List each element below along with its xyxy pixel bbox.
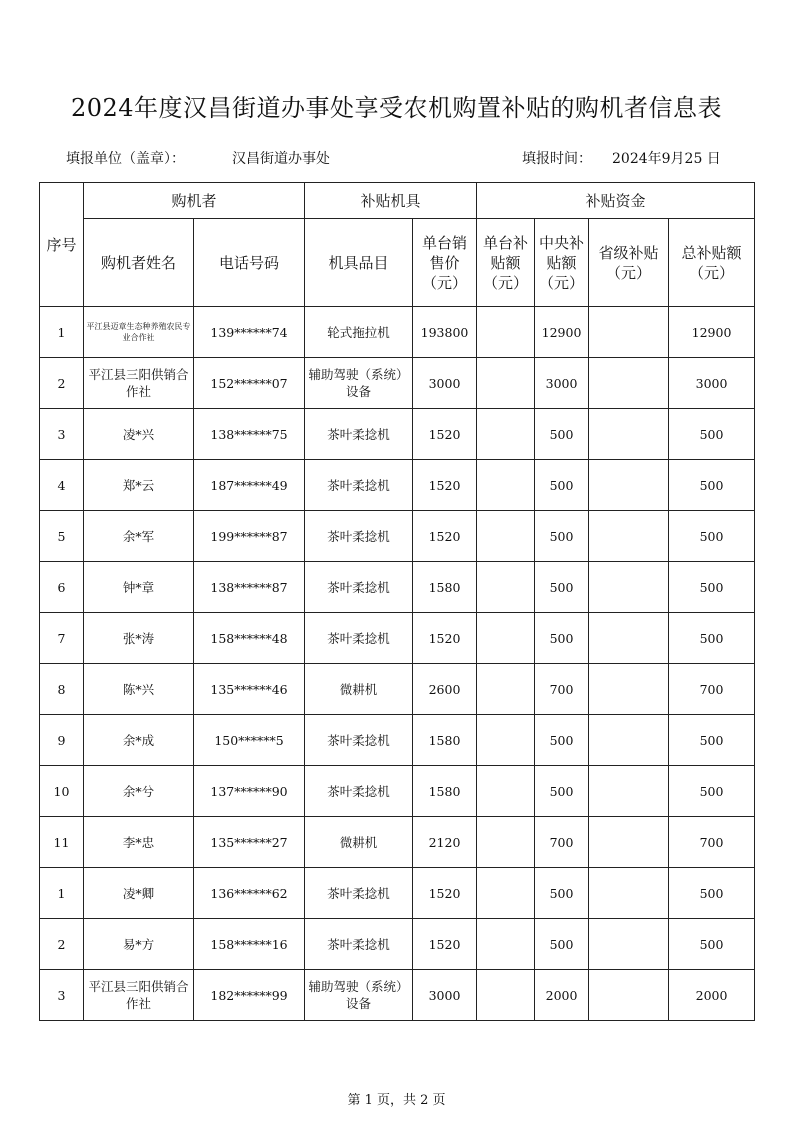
cell-item: 茶叶柔捻机 <box>305 409 413 460</box>
cell-total-subsidy: 12900 <box>669 307 755 358</box>
cell-item: 辅助驾驶（系统）设备 <box>305 970 413 1021</box>
table-row <box>40 868 755 919</box>
cell-item: 茶叶柔捻机 <box>305 715 413 766</box>
cell-unit-price: 3000 <box>413 358 477 409</box>
cell-central-subsidy: 500 <box>535 766 589 817</box>
cell-unit-subsidy <box>477 664 535 715</box>
cell-total-subsidy: 3000 <box>669 358 755 409</box>
cell-central-subsidy: 500 <box>535 460 589 511</box>
cell-provincial-subsidy <box>589 409 669 460</box>
cell-buyer-name: 凌*卿 <box>84 868 194 919</box>
cell-seq: 1 <box>40 307 84 358</box>
cell-phone: 199******87 <box>194 511 305 562</box>
cell-unit-subsidy <box>477 919 535 970</box>
header-item: 机具品目 <box>305 219 413 307</box>
reporting-unit-value: 汉昌街道办事处 <box>232 151 330 167</box>
cell-phone: 135******27 <box>194 817 305 868</box>
cell-phone: 152******07 <box>194 358 305 409</box>
cell-seq: 8 <box>40 664 84 715</box>
reporting-unit-label: 填报单位（盖章）： <box>66 151 185 167</box>
table-row <box>40 970 755 1021</box>
cell-central-subsidy: 12900 <box>535 307 589 358</box>
cell-unit-subsidy <box>477 307 535 358</box>
cell-seq: 2 <box>40 919 84 970</box>
cell-provincial-subsidy <box>589 613 669 664</box>
header-seq: 序号 <box>40 183 84 307</box>
cell-central-subsidy: 3000 <box>535 358 589 409</box>
cell-item: 茶叶柔捻机 <box>305 511 413 562</box>
cell-item: 茶叶柔捻机 <box>305 868 413 919</box>
cell-phone: 150******5 <box>194 715 305 766</box>
cell-total-subsidy: 700 <box>669 664 755 715</box>
cell-total-subsidy: 500 <box>669 766 755 817</box>
cell-buyer-name: 李*忠 <box>84 817 194 868</box>
cell-unit-price: 1580 <box>413 766 477 817</box>
table-row <box>40 511 755 562</box>
cell-central-subsidy: 500 <box>535 409 589 460</box>
cell-unit-subsidy <box>477 766 535 817</box>
cell-unit-price: 1520 <box>413 409 477 460</box>
cell-seq: 10 <box>40 766 84 817</box>
table-row <box>40 460 755 511</box>
cell-unit-price: 2600 <box>413 664 477 715</box>
table-row <box>40 307 755 358</box>
header-total-subsidy: 总补贴额（元） <box>669 219 755 307</box>
cell-total-subsidy: 500 <box>669 613 755 664</box>
cell-total-subsidy: 500 <box>669 511 755 562</box>
header-buyer-name: 购机者姓名 <box>84 219 194 307</box>
table-row <box>40 919 755 970</box>
table-body <box>40 307 755 1021</box>
cell-buyer-name: 易*方 <box>84 919 194 970</box>
cell-total-subsidy: 700 <box>669 817 755 868</box>
cell-phone: 182******99 <box>194 970 305 1021</box>
cell-phone: 187******49 <box>194 460 305 511</box>
cell-provincial-subsidy <box>589 460 669 511</box>
table-row <box>40 715 755 766</box>
cell-central-subsidy: 500 <box>535 715 589 766</box>
header-row-columns <box>40 219 755 307</box>
cell-unit-subsidy <box>477 409 535 460</box>
cell-phone: 158******48 <box>194 613 305 664</box>
cell-item: 轮式拖拉机 <box>305 307 413 358</box>
cell-total-subsidy: 2000 <box>669 970 755 1021</box>
header-unit-price: 单台销售价（元） <box>413 219 477 307</box>
cell-buyer-name: 凌*兴 <box>84 409 194 460</box>
table-row <box>40 766 755 817</box>
cell-central-subsidy: 700 <box>535 664 589 715</box>
cell-provincial-subsidy <box>589 868 669 919</box>
cell-phone: 136******62 <box>194 868 305 919</box>
cell-seq: 5 <box>40 511 84 562</box>
cell-seq: 4 <box>40 460 84 511</box>
cell-provincial-subsidy <box>589 970 669 1021</box>
cell-total-subsidy: 500 <box>669 715 755 766</box>
cell-unit-price: 1520 <box>413 460 477 511</box>
table-row <box>40 613 755 664</box>
cell-unit-price: 1520 <box>413 919 477 970</box>
header-buyer-group: 购机者 <box>84 183 305 219</box>
cell-total-subsidy: 500 <box>669 919 755 970</box>
cell-central-subsidy: 500 <box>535 562 589 613</box>
cell-buyer-name: 平江县迈章生态种养殖农民专业合作社 <box>84 307 194 358</box>
cell-unit-price: 1580 <box>413 562 477 613</box>
reporting-time-value: 2024年9月25 日 <box>612 151 721 167</box>
table-row <box>40 358 755 409</box>
cell-central-subsidy: 500 <box>535 511 589 562</box>
header-funds-group: 补贴资金 <box>477 183 755 219</box>
cell-total-subsidy: 500 <box>669 409 755 460</box>
page-footer: 第 1 页，共 2 页 <box>347 1093 446 1108</box>
cell-item: 辅助驾驶（系统）设备 <box>305 358 413 409</box>
cell-buyer-name: 余*兮 <box>84 766 194 817</box>
cell-buyer-name: 陈*兴 <box>84 664 194 715</box>
reporting-time-label: 填报时间： <box>522 151 592 167</box>
cell-buyer-name: 余*军 <box>84 511 194 562</box>
cell-buyer-name: 张*涛 <box>84 613 194 664</box>
cell-buyer-name: 平江县三阳供销合作社 <box>84 358 194 409</box>
cell-unit-subsidy <box>477 460 535 511</box>
cell-unit-subsidy <box>477 511 535 562</box>
cell-unit-price: 1520 <box>413 868 477 919</box>
cell-provincial-subsidy <box>589 562 669 613</box>
cell-phone: 158******16 <box>194 919 305 970</box>
cell-seq: 1 <box>40 868 84 919</box>
document-title: 2024年度汉昌街道办事处享受农机购置补贴的购机者信息表 <box>70 94 723 122</box>
cell-phone: 139******74 <box>194 307 305 358</box>
cell-provincial-subsidy <box>589 919 669 970</box>
cell-buyer-name: 郑*云 <box>84 460 194 511</box>
cell-central-subsidy: 500 <box>535 613 589 664</box>
cell-unit-price: 1580 <box>413 715 477 766</box>
cell-unit-subsidy <box>477 868 535 919</box>
cell-item: 茶叶柔捻机 <box>305 562 413 613</box>
cell-item: 微耕机 <box>305 817 413 868</box>
cell-seq: 3 <box>40 409 84 460</box>
cell-central-subsidy: 500 <box>535 868 589 919</box>
cell-buyer-name: 平江县三阳供销合作社 <box>84 970 194 1021</box>
cell-provincial-subsidy <box>589 715 669 766</box>
cell-provincial-subsidy <box>589 664 669 715</box>
cell-item: 茶叶柔捻机 <box>305 460 413 511</box>
header-phone: 电话号码 <box>194 219 305 307</box>
cell-item: 茶叶柔捻机 <box>305 919 413 970</box>
cell-item: 茶叶柔捻机 <box>305 766 413 817</box>
cell-buyer-name: 余*成 <box>84 715 194 766</box>
cell-unit-subsidy <box>477 970 535 1021</box>
subsidy-table <box>39 182 755 1021</box>
cell-provincial-subsidy <box>589 358 669 409</box>
header-central-subsidy: 中央补贴额（元） <box>535 219 589 307</box>
cell-unit-subsidy <box>477 562 535 613</box>
table-row <box>40 562 755 613</box>
cell-seq: 3 <box>40 970 84 1021</box>
cell-unit-price: 3000 <box>413 970 477 1021</box>
header-unit-subsidy: 单台补贴额（元） <box>477 219 535 307</box>
cell-unit-price: 2120 <box>413 817 477 868</box>
cell-unit-price: 1520 <box>413 613 477 664</box>
cell-seq: 2 <box>40 358 84 409</box>
cell-unit-subsidy <box>477 715 535 766</box>
cell-unit-price: 1520 <box>413 511 477 562</box>
cell-central-subsidy: 2000 <box>535 970 589 1021</box>
cell-seq: 6 <box>40 562 84 613</box>
cell-provincial-subsidy <box>589 766 669 817</box>
cell-buyer-name: 钟*章 <box>84 562 194 613</box>
header-equipment-group: 补贴机具 <box>305 183 477 219</box>
cell-unit-price: 193800 <box>413 307 477 358</box>
cell-phone: 135******46 <box>194 664 305 715</box>
cell-phone: 138******75 <box>194 409 305 460</box>
table-row <box>40 409 755 460</box>
cell-unit-subsidy <box>477 358 535 409</box>
cell-total-subsidy: 500 <box>669 868 755 919</box>
cell-phone: 138******87 <box>194 562 305 613</box>
cell-seq: 7 <box>40 613 84 664</box>
cell-unit-subsidy <box>477 817 535 868</box>
cell-central-subsidy: 700 <box>535 817 589 868</box>
header-provincial-subsidy: 省级补贴（元） <box>589 219 669 307</box>
cell-unit-subsidy <box>477 613 535 664</box>
cell-phone: 137******90 <box>194 766 305 817</box>
header-row-group <box>40 183 755 219</box>
table-row <box>40 817 755 868</box>
cell-provincial-subsidy <box>589 511 669 562</box>
cell-central-subsidy: 500 <box>535 919 589 970</box>
cell-provincial-subsidy <box>589 307 669 358</box>
cell-seq: 11 <box>40 817 84 868</box>
cell-total-subsidy: 500 <box>669 460 755 511</box>
cell-item: 微耕机 <box>305 664 413 715</box>
cell-provincial-subsidy <box>589 817 669 868</box>
cell-total-subsidy: 500 <box>669 562 755 613</box>
table-row <box>40 664 755 715</box>
cell-seq: 9 <box>40 715 84 766</box>
cell-item: 茶叶柔捻机 <box>305 613 413 664</box>
